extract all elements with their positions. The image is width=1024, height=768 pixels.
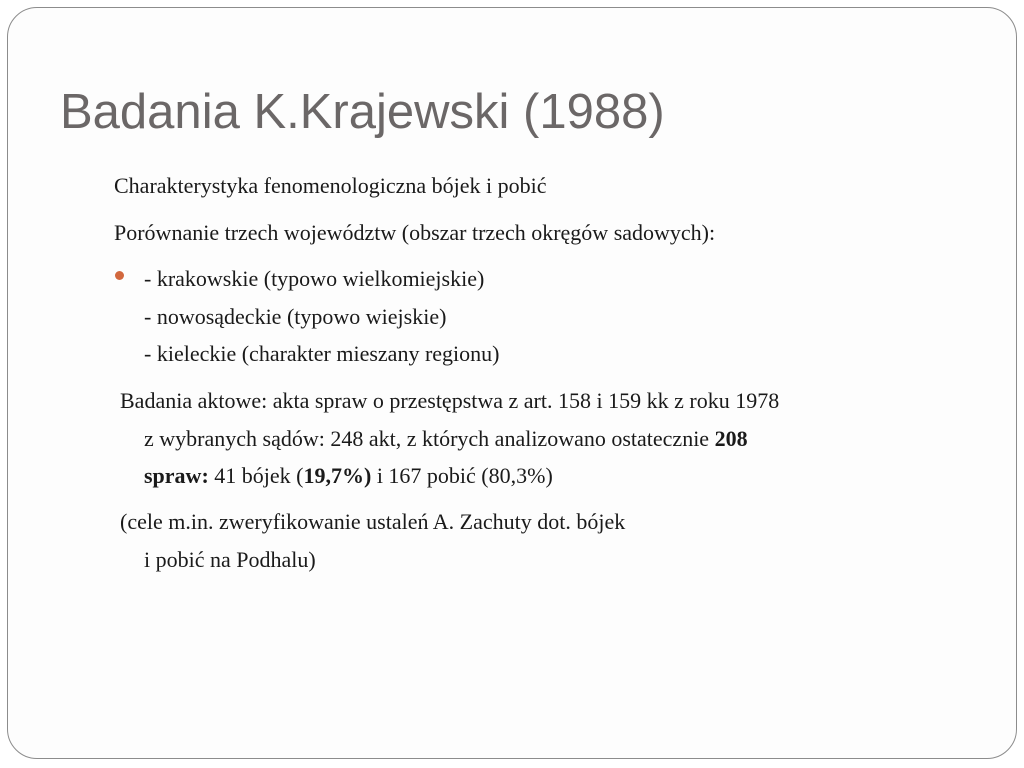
bullet-dot-icon xyxy=(115,271,124,280)
courts-text: z wybranych sądów: 248 akt, z których analizowano ostatecznie xyxy=(144,426,715,451)
text-line-podhale: i pobić na Podhalu) xyxy=(144,547,316,572)
slide-title: Badania K.Krajewski (1988) xyxy=(60,85,665,139)
text-line-characteristics: Charakterystyka fenomenologiczna bójek i pobić xyxy=(114,173,547,198)
cases-count: 208 xyxy=(714,426,748,451)
list-item-krakowskie: - krakowskie (typowo wielkomiejskie) xyxy=(144,266,485,291)
list-item-kieleckie: - kieleckie (charakter mieszany regionu) xyxy=(144,341,500,366)
beatings-text: i 167 pobić (80,3%) xyxy=(371,463,553,488)
text-line-goals: (cele m.in. zweryfikowanie ustaleń A. Zachuty dot. bójek xyxy=(120,509,626,534)
text-line-courts xyxy=(144,426,748,452)
text-line-cases xyxy=(144,463,553,489)
list-item-nowosadeckie: - nowosądeckie (typowo wiejskie) xyxy=(144,304,447,329)
text-line-comparison: Porównanie trzech województw (obszar trzech okręgów sadowych): xyxy=(114,220,716,245)
text-line-file-research: Badania aktowe: akta spraw o przestępstwa z art. 158 i 159 kk z roku 1978 xyxy=(120,388,780,413)
fights-text: 41 bójek ( xyxy=(208,463,304,488)
cases-label: spraw: xyxy=(144,463,209,488)
fights-percent: 19,7%) xyxy=(303,463,372,488)
